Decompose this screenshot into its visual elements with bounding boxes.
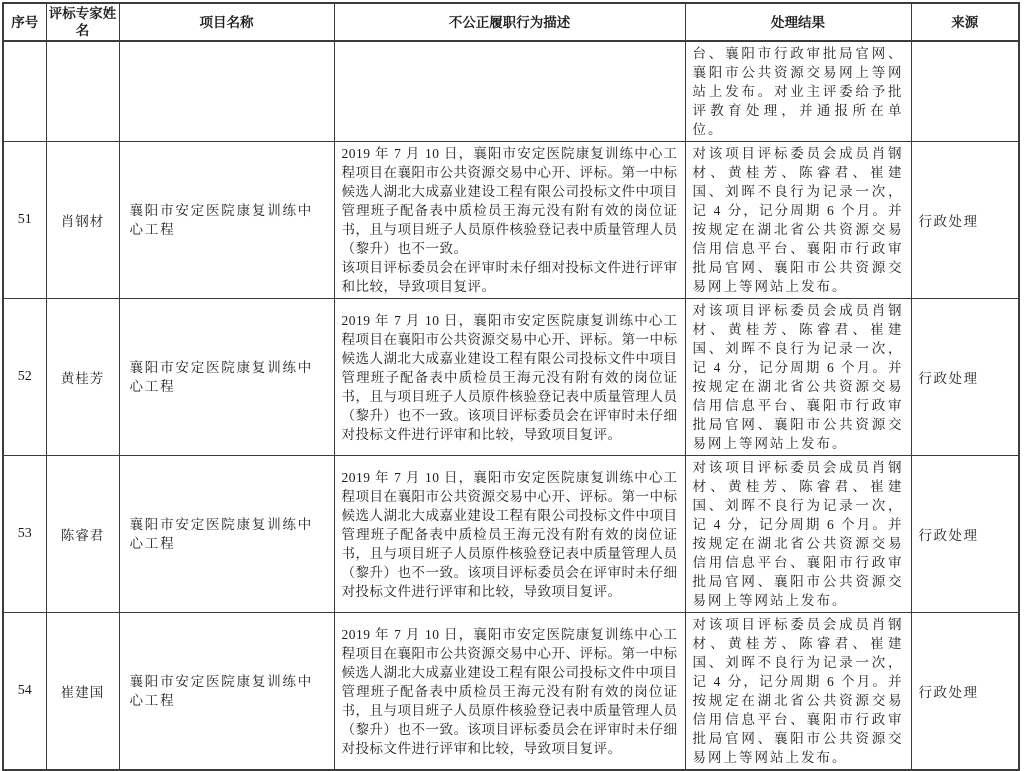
cell-handling-result: 对该项目评标委员会成员肖钢材、黄桂芳、陈睿君、崔建国、刘晖不良行为记录一次，记 4 分，记分周期 6 个月。并按规定在湖北省公共资源交易信用信息平台、襄阳市行政审批局官网、襄阳市公共资源交易网上等网站上发布。	[685, 613, 911, 771]
cell-handling-result: 台、襄阳市行政审批局官网、襄阳市公共资源交易网上等网站上发布。对业主评委给予批评教育处理，并通报所在单位。	[685, 41, 911, 142]
cell-source: 行政处理	[911, 142, 1019, 299]
cell-source: 行政处理	[911, 299, 1019, 456]
header-expert-name: 评标专家姓名	[46, 3, 119, 41]
cell-source	[911, 41, 1019, 142]
cell-serial: 53	[3, 456, 46, 613]
cell-project-name: 襄阳市安定医院康复训练中心工程	[119, 299, 334, 456]
cell-project-name: 襄阳市安定医院康复训练中心工程	[119, 142, 334, 299]
table-row-53	[3, 456, 1019, 613]
cell-expert-name: 崔建国	[46, 613, 119, 771]
table-row-continuation	[3, 41, 1019, 142]
cell-project-name: 襄阳市安定医院康复训练中心工程	[119, 613, 334, 771]
desc-paragraph-2: 该项目评标委员会在评审时未仔细对投标文件进行评审和比较，导致项目复评。	[341, 260, 678, 294]
table-header-row	[3, 3, 1019, 41]
header-serial: 序号	[3, 3, 46, 41]
cell-source: 行政处理	[911, 613, 1019, 771]
cell-project-name: 襄阳市安定医院康复训练中心工程	[119, 456, 334, 613]
cell-misconduct-desc	[334, 142, 685, 299]
cell-serial: 51	[3, 142, 46, 299]
table-row-51	[3, 142, 1019, 299]
cell-misconduct-desc	[334, 41, 685, 142]
table-row-52	[3, 299, 1019, 456]
desc-paragraph-1: 2019 年 7 月 10 日，襄阳市安定医院康复训练中心工程项目在襄阳市公共资源交易中心开、评标。第一中标候选人湖北大成嘉业建设工程有限公司投标文件中项目管理班子配备表中质检员王海元没有附有效的岗位证书，且与项目班子人员原件核验登记表中质量管理人员（黎升）也不一致。	[341, 146, 678, 256]
cell-misconduct-desc: 2019 年 7 月 10 日，襄阳市安定医院康复训练中心工程项目在襄阳市公共资源交易中心开、评标。第一中标候选人湖北大成嘉业建设工程有限公司投标文件中项目管理班子配备表中质检员王海元没有附有效的岗位证书，且与项目班子人员原件核验登记表中质量管理人员（黎升）也不一致。该项目评标委员会在评审时未仔细对投标文件进行评审和比较，导致项目复评。	[334, 456, 685, 613]
cell-project-name	[119, 41, 334, 142]
cell-serial: 52	[3, 299, 46, 456]
cell-serial	[3, 41, 46, 142]
misconduct-record-table	[2, 2, 1020, 771]
cell-misconduct-desc: 2019 年 7 月 10 日，襄阳市安定医院康复训练中心工程项目在襄阳市公共资源交易中心开、评标。第一中标候选人湖北大成嘉业建设工程有限公司投标文件中项目管理班子配备表中质检员王海元没有附有效的岗位证书，且与项目班子人员原件核验登记表中质量管理人员（黎升）也不一致。该项目评标委员会在评审时未仔细对投标文件进行评审和比较，导致项目复评。	[334, 299, 685, 456]
cell-handling-result: 对该项目评标委员会成员肖钢材、黄桂芳、陈睿君、崔建国、刘晖不良行为记录一次，记 4 分，记分周期 6 个月。并按规定在湖北省公共资源交易信用信息平台、襄阳市行政审批局官网、襄阳市公共资源交易网上等网站上发布。	[685, 456, 911, 613]
cell-serial: 54	[3, 613, 46, 771]
cell-expert-name: 黄桂芳	[46, 299, 119, 456]
cell-source: 行政处理	[911, 456, 1019, 613]
header-project-name: 项目名称	[119, 3, 334, 41]
header-misconduct-desc: 不公正履职行为描述	[334, 3, 685, 41]
cell-expert-name: 肖钢材	[46, 142, 119, 299]
cell-expert-name: 陈睿君	[46, 456, 119, 613]
cell-handling-result: 对该项目评标委员会成员肖钢材、黄桂芳、陈睿君、崔建国、刘晖不良行为记录一次，记 4 分，记分周期 6 个月。并按规定在湖北省公共资源交易信用信息平台、襄阳市行政审批局官网、襄阳市公共资源交易网上等网站上发布。	[685, 142, 911, 299]
table-row-54	[3, 613, 1019, 771]
cell-expert-name	[46, 41, 119, 142]
header-handling-result: 处理结果	[685, 3, 911, 41]
header-source: 来源	[911, 3, 1019, 41]
cell-handling-result: 对该项目评标委员会成员肖钢材、黄桂芳、陈睿君、崔建国、刘晖不良行为记录一次，记 4 分，记分周期 6 个月。并按规定在湖北省公共资源交易信用信息平台、襄阳市行政审批局官网、襄阳市公共资源交易网上等网站上发布。	[685, 299, 911, 456]
cell-misconduct-desc: 2019 年 7 月 10 日，襄阳市安定医院康复训练中心工程项目在襄阳市公共资源交易中心开、评标。第一中标候选人湖北大成嘉业建设工程有限公司投标文件中项目管理班子配备表中质检员王海元没有附有效的岗位证书，且与项目班子人员原件核验登记表中质量管理人员（黎升）也不一致。该项目评标委员会在评审时未仔细对投标文件进行评审和比较，导致项目复评。	[334, 613, 685, 771]
